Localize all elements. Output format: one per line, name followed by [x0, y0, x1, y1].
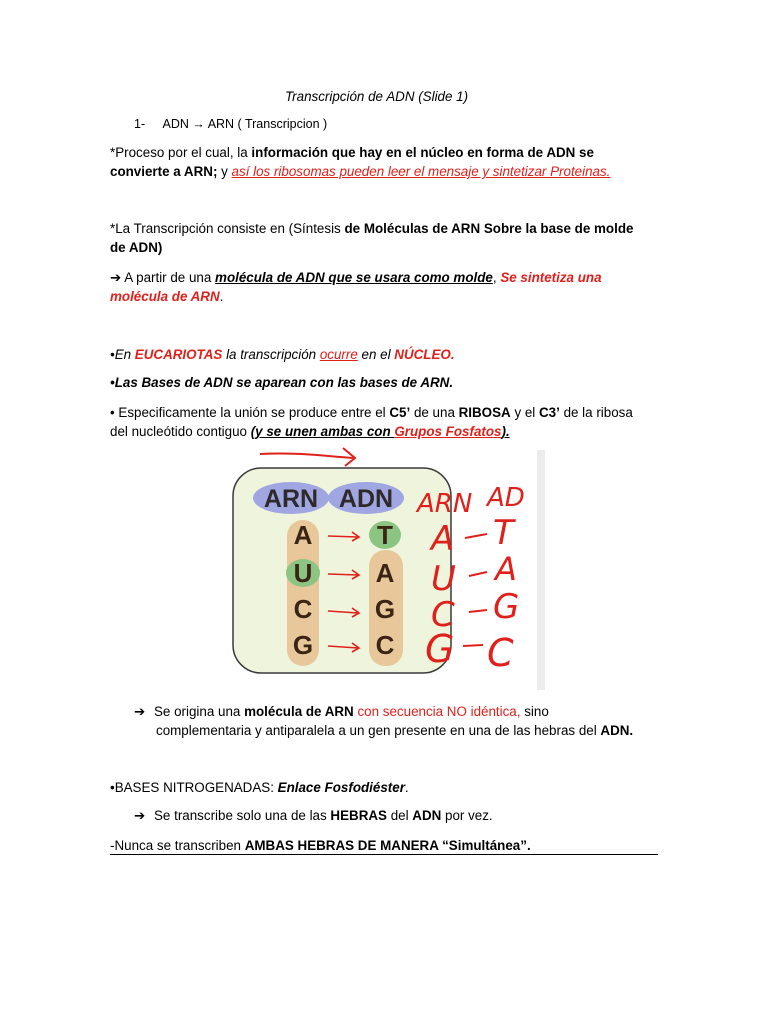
left-base-4: G [292, 630, 314, 660]
handwritten-pair-2-right: A [495, 550, 517, 588]
handwritten-arrow [260, 453, 353, 458]
handwritten-pair-1-right: T [493, 513, 514, 553]
arrow-right-icon: ➔ [134, 808, 146, 823]
paragraph-template-line1: ➔ A partir de una molécula de ADN que se usara como molde, Se sintetiza una [110, 270, 602, 285]
paragraph-transcription-line2: de ADN) [110, 240, 163, 255]
left-base-3: C [293, 594, 313, 624]
list-number: 1- [134, 117, 146, 131]
base-pairing-figure [225, 440, 555, 690]
handwritten-pair-4-right: C [487, 631, 514, 675]
paragraph-bases: •BASES NITROGENADAS: Enlace Fosfodiéster. [110, 780, 409, 795]
handwritten-pair-2-left: U [431, 559, 456, 599]
arrow-right-icon: ➔ [110, 270, 122, 285]
paragraph-origin-line1: ➔ Se origina una molécula de ARN con secuencia NO idéntica, sino [134, 704, 549, 719]
paragraph-template-line2: molécula de ARN. [110, 289, 224, 304]
paragraph-never-both: -Nunca se transcriben AMBAS HEBRAS DE MANERA “Simultánea”. [110, 838, 531, 853]
paragraph-eukaryotes: •En EUCARIOTAS la transcripción ocurre en el NÚCLEO. [110, 347, 455, 362]
handwritten-pair-4-left: G [425, 627, 455, 671]
right-base-1: T [377, 520, 393, 550]
right-base-2: A [375, 558, 395, 588]
paragraph-definition-line2: convierte a ARN; y así los ribosomas pueden leer el mensaje y sintetizar Proteinas. [110, 164, 611, 179]
header-left-label: ARN [263, 485, 319, 513]
right-base-4: C [375, 630, 395, 660]
header-right-label: ADN [338, 485, 394, 513]
arrow-right-icon: ➔ [134, 704, 146, 719]
paragraph-base-pairing: •Las Bases de ADN se aparean con las bases de ARN. [110, 375, 454, 390]
handwritten-pair-3-right: G [493, 587, 520, 627]
left-base-1: A [293, 520, 313, 550]
paragraph-definition-line1: *Proceso por el cual, la información que hay en el núcleo en forma de ADN se [110, 145, 594, 160]
handwritten-header-left: ARN [417, 489, 473, 519]
handwritten-dash-1 [465, 534, 487, 538]
paragraph-origin-line2: complementaria y antiparalela a un gen presente en una de las hebras del ADN. [156, 723, 634, 738]
paragraph-transcription-line1: *La Transcripción consiste en (Síntesis de Moléculas de ARN Sobre la base de molde [110, 221, 634, 236]
list-item-1: 1- ADN → ARN ( Transcripcion ) [134, 117, 328, 131]
handwritten-dash-3 [469, 610, 487, 612]
arrow-right-icon: → [192, 117, 205, 131]
handwritten-header-right: AD [487, 483, 525, 513]
bottom-rule [110, 854, 658, 855]
scan-edge [537, 450, 545, 690]
paragraph-one-strand: ➔ Se transcribe solo una de las HEBRAS del ADN por vez. [134, 808, 493, 823]
paragraph-union-line2: del nucleótido contiguo (y se unen ambas con Grupos Fosfatos). [110, 424, 510, 439]
page-title: Transcripción de ADN (Slide 1) [285, 89, 469, 104]
left-base-2: U [293, 558, 313, 588]
handwritten-pair-3-left: C [431, 595, 455, 635]
handwritten-dash-2 [469, 572, 487, 576]
right-base-3: G [374, 594, 396, 624]
handwritten-dash-4 [463, 645, 483, 646]
paragraph-union-line1: • Especificamente la unión se produce entre el C5’ de una RIBOSA y el C3’ de la ribosa [110, 405, 633, 420]
handwritten-pair-1-left: A [431, 519, 455, 559]
